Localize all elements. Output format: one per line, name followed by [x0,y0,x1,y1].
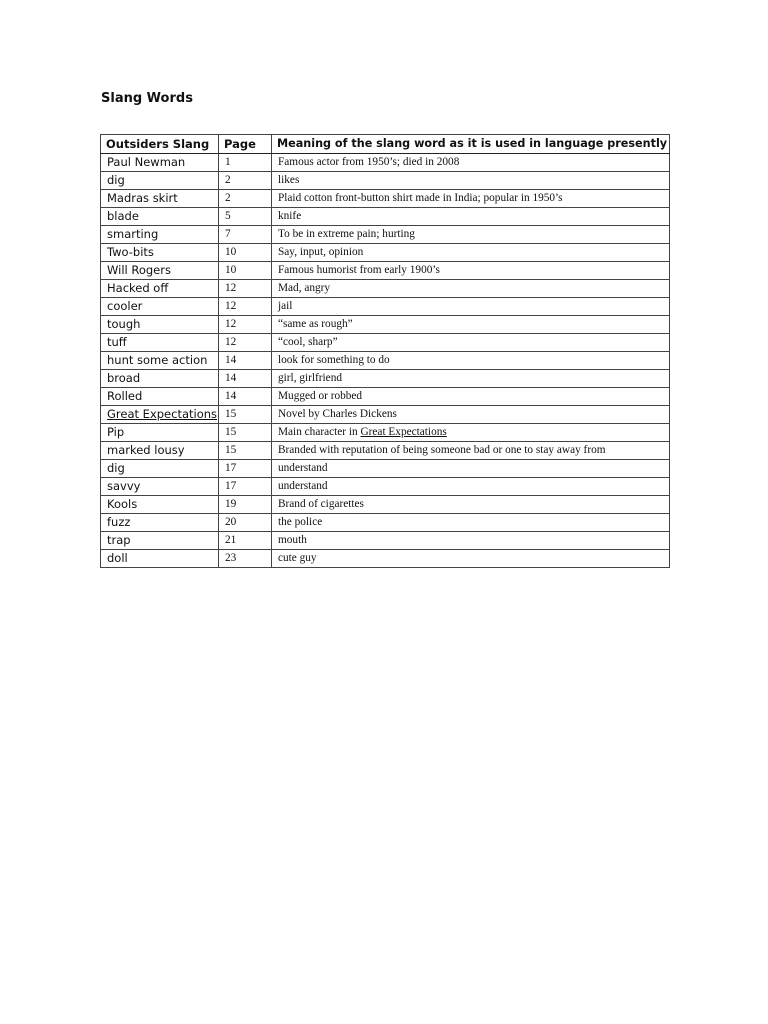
slang-term [101,388,219,406]
table-row [101,442,670,460]
table-row [101,550,670,568]
page-number: 12 [219,280,272,298]
slang-meaning: look for something to do [272,352,670,370]
slang-meaning: jail [272,298,670,316]
table-row [101,172,670,190]
page-number: 12 [219,298,272,316]
table-row [101,370,670,388]
page-number: 2 [219,190,272,208]
slang-term [101,262,219,280]
slang-term [101,460,219,478]
header-outsiders-slang: Outsiders Slang [101,135,219,154]
table-row [101,334,670,352]
slang-term-text: tough [107,317,141,331]
slang-term [101,406,219,424]
table-row [101,424,670,442]
header-page: Page [219,135,272,154]
slang-meaning: knife [272,208,670,226]
slang-meaning: Plaid cotton front-button shirt made in India; popular in 1950’s [272,190,670,208]
slang-term-text: dig [107,461,125,475]
table-row [101,154,670,172]
page-number: 1 [219,154,272,172]
slang-meaning: To be in extreme pain; hurting [272,226,670,244]
slang-term [101,316,219,334]
slang-term [101,478,219,496]
table-row [101,190,670,208]
slang-meaning: girl, girlfriend [272,370,670,388]
table-row [101,388,670,406]
slang-term-text: hunt some action [107,353,208,367]
slang-term-text: cooler [107,299,143,313]
slang-meaning: likes [272,172,670,190]
page-number: 7 [219,226,272,244]
slang-term-text: Pip [107,425,125,439]
page-number: 17 [219,460,272,478]
table-row [101,316,670,334]
page-number: 2 [219,172,272,190]
table-header-row [101,135,670,154]
slang-term-text: smarting [107,227,159,241]
table-body [101,154,670,568]
slang-meaning: understand [272,460,670,478]
table-row [101,280,670,298]
header-meaning: Meaning of the slang word as it is used in language presently [272,135,670,154]
slang-term [101,298,219,316]
slang-term [101,532,219,550]
page-title: Slang Words [101,91,193,106]
slang-term [101,208,219,226]
slang-term-text: Rolled [107,389,143,403]
slang-term-text: Hacked off [107,281,169,295]
table-row [101,226,670,244]
slang-term-text: dig [107,173,125,187]
slang-meaning: cute guy [272,550,670,568]
slang-term [101,496,219,514]
page-number: 10 [219,244,272,262]
slang-term [101,334,219,352]
slang-term-text: Great Expectations [107,407,218,421]
table-row [101,478,670,496]
slang-term [101,442,219,460]
page-number: 15 [219,424,272,442]
slang-meaning: “same as rough” [272,316,670,334]
page-number: 23 [219,550,272,568]
page-number: 14 [219,388,272,406]
slang-meaning: the police [272,514,670,532]
slang-term-text: Will Rogers [107,263,171,277]
slang-term-text: Kools [107,497,138,511]
page-number: 15 [219,406,272,424]
slang-term-text: savvy [107,479,141,493]
slang-term [101,514,219,532]
page-number: 10 [219,262,272,280]
table-row [101,208,670,226]
slang-term-text: broad [107,371,141,385]
slang-term-text: tuff [107,335,127,349]
slang-term [101,370,219,388]
slang-meaning: mouth [272,532,670,550]
meaning-text: Main character in [278,426,361,438]
slang-term-text: doll [107,551,128,565]
table-row [101,262,670,280]
table-row [101,532,670,550]
page-number: 14 [219,352,272,370]
slang-meaning: Mugged or robbed [272,388,670,406]
slang-meaning: Say, input, opinion [272,244,670,262]
slang-term-text: Two-bits [107,245,154,259]
slang-meaning [272,424,670,442]
slang-meaning: Famous actor from 1950’s; died in 2008 [272,154,670,172]
table-row [101,496,670,514]
slang-meaning: Branded with reputation of being someone bad or one to stay away from [272,442,670,460]
page-number: 19 [219,496,272,514]
slang-term [101,172,219,190]
slang-term [101,550,219,568]
slang-term-text: marked lousy [107,443,185,457]
slang-term-text: blade [107,209,139,223]
slang-term [101,154,219,172]
page-number: 5 [219,208,272,226]
meaning-book-title: Great Expectations [360,426,447,438]
slang-term-text: Madras skirt [107,191,178,205]
slang-table-container [100,134,670,574]
page-number: 15 [219,442,272,460]
page-number: 21 [219,532,272,550]
slang-term [101,226,219,244]
slang-meaning: Famous humorist from early 1900’s [272,262,670,280]
slang-term [101,280,219,298]
slang-term [101,424,219,442]
slang-term [101,352,219,370]
slang-table [100,134,670,568]
page-number: 14 [219,370,272,388]
slang-term-text: fuzz [107,515,131,529]
slang-term [101,244,219,262]
page-number: 20 [219,514,272,532]
table-row [101,352,670,370]
page-number: 12 [219,316,272,334]
slang-term-text: trap [107,533,131,547]
table-row [101,406,670,424]
slang-meaning: Mad, angry [272,280,670,298]
table-row [101,298,670,316]
page-number: 17 [219,478,272,496]
table-row [101,460,670,478]
slang-meaning: “cool, sharp” [272,334,670,352]
page-number: 12 [219,334,272,352]
slang-meaning: Novel by Charles Dickens [272,406,670,424]
slang-term-text: Paul Newman [107,155,186,169]
table-row [101,244,670,262]
table-row [101,514,670,532]
slang-meaning: Brand of cigarettes [272,496,670,514]
slang-meaning: understand [272,478,670,496]
slang-term [101,190,219,208]
